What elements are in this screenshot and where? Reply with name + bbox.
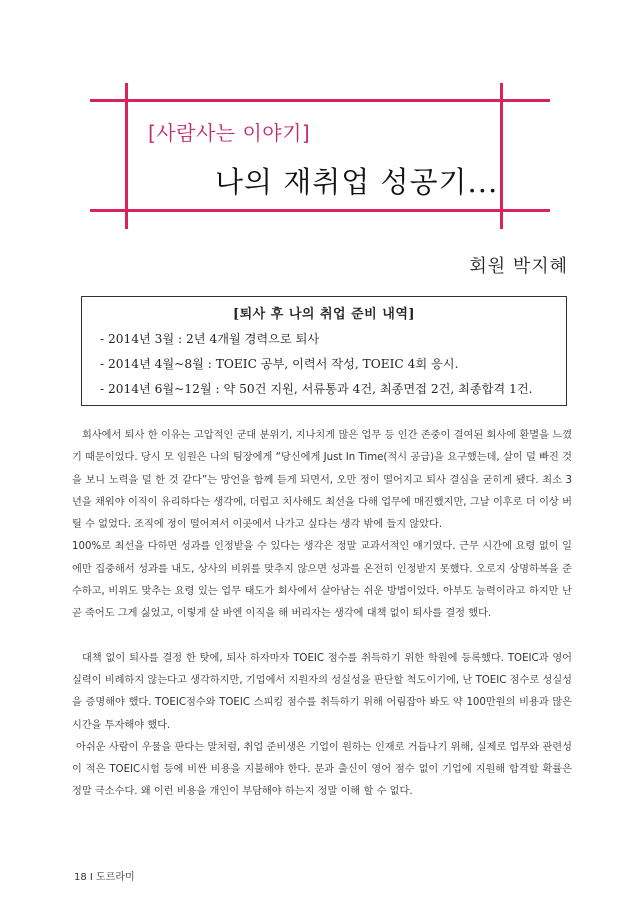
summary-item: - 2014년 6월~12월 : 약 50건 지원, 서류통과 4건, 최종면접 2건, 최종합격 1건. — [100, 382, 533, 396]
page-title: 나의 재취업 성공기... — [215, 165, 499, 199]
frame-bottom-line — [90, 209, 550, 212]
summary-title: [퇴사 후 나의 취업 준비 내역] — [232, 307, 416, 322]
article-body — [72, 425, 572, 804]
frame-right-line — [500, 83, 503, 229]
frame-top-line — [90, 99, 550, 102]
frame-left-line — [125, 83, 128, 229]
paragraph: 100%로 최선을 다하면 성과를 인정받을 수 있다는 생각은 정말 교과서적인 얘기였다. 근무 시간에 요령 없이 일에만 집중해서 성과를 내도, 상사의 비위를 맞추지 않으면 성과를 온전히 인정받지 못했다. 오로지 상명하복을 준수하고, 비위도 맞추는 요령 있는 업무 태도가 회사에서 살아남는 쉬운 방법이었다. 아부도 능력이라고 하지만 난 곧 죽어도 그게 싫었고, 이렇게 살 바엔 이직을 해 버리자는 생각에 대책 없이 퇴사를 결정 했다. — [72, 541, 572, 620]
summary-item: - 2014년 4월~8월 : TOEIC 공부, 이력서 작성, TOEIC 4회 응시. — [100, 357, 459, 371]
page-footer: 18 I 도르라미 — [74, 872, 135, 883]
summary-item: - 2014년 3월 : 2년 4개월 경력으로 퇴사 — [100, 332, 320, 346]
summary-list — [82, 327, 566, 402]
paragraph: 대책 없이 퇴사를 결정 한 탓에, 퇴사 하자마자 TOEIC 점수를 취득하기 위한 학원에 등록했다. TOEIC과 영어실력이 비례하지 않는다고 생각하지만, 기업에서 지원자의 성실성을 판단할 척도이기에, 난 TOEIC 점수로 성실성을 증명해야 했다. TOEIC점수와 TOEIC 스피킹 점수를 취득하기 위해 어림잡아 봐도 약 100만원의 비용과 많은 시간을 투자해야 했다. — [72, 652, 572, 731]
summary-box — [81, 296, 567, 406]
category-label: [사람사는 이야기] — [148, 121, 311, 145]
author-name: 회원 박지혜 — [469, 256, 568, 277]
paragraph: 아쉬운 사람이 우물을 판다는 말처럼, 취업 준비생은 기업이 원하는 인재로 거듭나기 위해, 실제로 업무와 관련성이 적은 TOEIC시험 등에 비싼 비용을 지불해야 한다. 문과 출신이 영어 점수 없이 기업에 지원해 합격할 확률은 정말 극소수다. 왜 이런 비용을 개인이 부담해야 하는지 정말 이해 할 수 없다. — [72, 741, 572, 798]
paragraph: 회사에서 퇴사 한 이유는 고압적인 군대 분위기, 지나치게 많은 업무 등 인간 존중이 결여된 회사에 환멸을 느꼈기 때문이었다. 당시 모 임원은 나의 팀장에게 “당신에게 Just In Time(적시 공급)을 요구했는데, 살이 덜 빠진 것을 보니 노력을 덜 한 것 같다”는 망언을 함께 듣게 되면서, 오만 정이 떨어지고 퇴사 결심을 굳히게 됐다. 최소 3년을 채워야 이직이 유리하다는 생각에, 더럽고 치사해도 최선을 다해 업무에 매진했지만, 그날 이후로 더 이상 버틸 수 없었다. 조직에 정이 떨어져서 이곳에서 나가고 싶다는 생각 밖에 들지 않았다. — [72, 430, 572, 531]
